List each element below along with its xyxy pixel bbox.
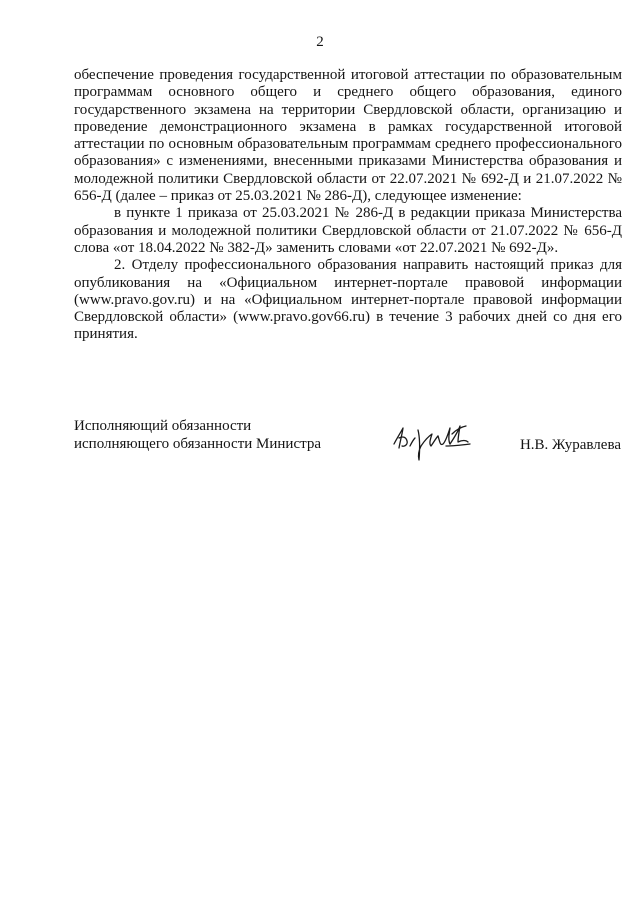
- signatory-position-line-1: Исполняющий обязанности: [74, 418, 252, 434]
- paragraph-amendment: в пункте 1 приказа от 25.03.2021 № 286-Д в редакции приказа Министерства образования и молодежной политики Свердловской области от 21.07.2022 № 656-Д слова «от 18.04.2022 № 382-Д» заменить словами «от 22.07.2021 № 692-Д».: [74, 205, 622, 256]
- signatory-position-line-2: исполняющего обязанности Министра: [74, 435, 322, 452]
- document-body: [74, 67, 622, 344]
- signatory-name: Н.В. Журавлева: [519, 437, 621, 453]
- page-number: 2: [316, 34, 324, 50]
- paragraph-continuation: обеспечение проведения государственной итоговой аттестации по образовательным программам основного общего и среднего общего образования, единого государственного экзамена на территории Свердловской области, организацию и проведение демонстрационного экзамена в рамках государственной итоговой аттестации по основным образовательным программам среднего профессионального образования» с изменениями, внесенными приказами Министерства образования и молодежной политики Свердловской области от 22.07.2021 № 692-Д и 21.07.2022 № 656-Д (далее – приказ от 25.03.2021 № 286-Д), следующее изменение:: [74, 67, 622, 205]
- handwritten-signature: [388, 416, 474, 464]
- signatory-position: [74, 418, 321, 453]
- paragraph-publication: 2. Отделу профессионального образования направить настоящий приказ для опубликования на «Официальном интернет-портале правовой информации (www.pravo.gov.ru) и на «Официальном интернет-портале правовой информации Свердловской области» (www.pravo.gov66.ru) в течение 3 рабочих дней со дня его принятия.: [74, 257, 622, 343]
